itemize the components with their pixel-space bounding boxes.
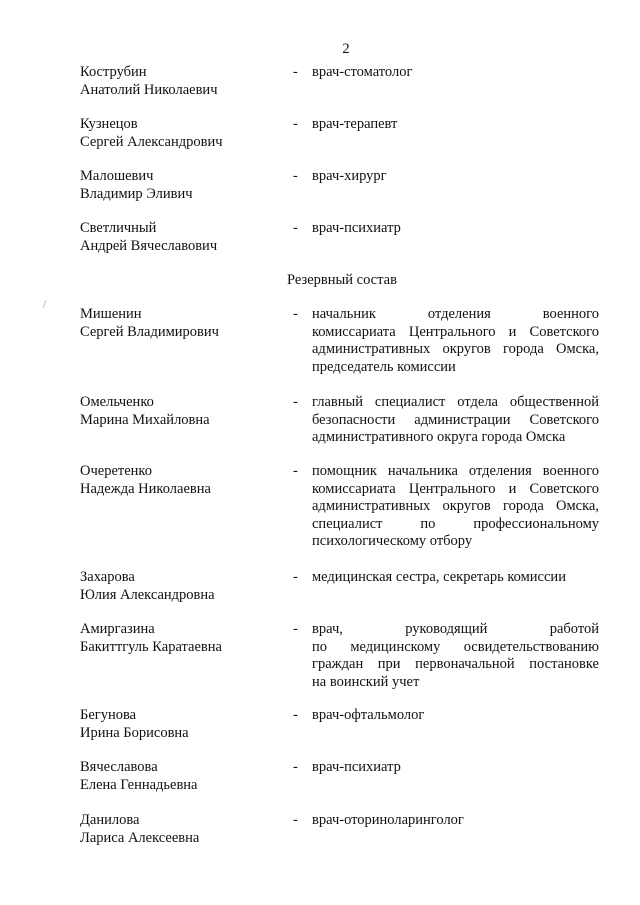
member-surname: Захарова [80,569,135,585]
member-given-name: Ирина Борисовна [80,724,189,741]
role-line: врач-офтальмолог [312,707,425,723]
member-role [312,306,599,376]
member-surname: Мишенин [80,306,142,322]
member-name [80,812,280,847]
member-role [312,168,599,186]
member-role [312,64,599,82]
member-given-name: Владимир Эливич [80,185,193,202]
role-line: специалист по профессиональному [312,515,599,532]
dash-separator: - [293,116,298,132]
member-given-name: Лариса Алексеевна [80,829,200,846]
scan-mark [43,300,47,308]
role-line: на воинский учет [312,673,420,690]
member-surname: Омельченко [80,394,154,410]
member-given-name: Бакиттгуль Каратаевна [80,638,222,655]
dash-separator: - [293,64,298,80]
member-name [80,569,280,604]
member-given-name: Надежда Николаевна [80,480,211,497]
dash-separator: - [293,759,298,775]
member-given-name: Марина Михайловна [80,411,210,428]
page-number: 2 [342,41,350,57]
member-name [80,306,280,341]
member-role [312,220,599,238]
role-line: помощник начальника отделения военного [312,463,599,479]
role-line: начальник отделения военного [312,306,599,322]
dash-separator: - [293,168,298,184]
role-line: врач-хирург [312,168,387,184]
dash-separator: - [293,394,298,410]
member-role [312,569,599,587]
role-line: административного округа города Омска [312,429,566,445]
member-surname: Данилова [80,812,140,828]
role-line: комиссариата Центрального и Советского [312,323,599,340]
dash-separator: - [293,569,298,585]
role-line: комиссариата Центрального и Советского [312,480,599,497]
role-line: безопасности администрации Советского [312,411,599,428]
member-given-name: Сергей Владимирович [80,323,219,340]
member-surname: Очеретенко [80,463,152,479]
dash-separator: - [293,707,298,723]
role-line: врач-терапевт [312,116,398,132]
member-surname: Вячеславова [80,759,158,775]
member-name [80,621,280,656]
member-given-name: Анатолий Николаевич [80,81,218,98]
member-surname: Кузнецов [80,116,138,132]
member-surname: Светличный [80,220,157,236]
member-role [312,621,599,691]
role-line: врач, руководящий работой [312,621,599,637]
role-line: по медицинскому освидетельствованию [312,638,599,655]
member-surname: Амиргазина [80,621,155,637]
role-line: медицинская сестра, секретарь комиссии [312,569,566,585]
member-given-name: Юлия Александровна [80,586,215,603]
member-name [80,116,280,151]
member-role [312,759,599,777]
member-role [312,463,599,551]
role-line: врач-психиатр [312,759,401,775]
member-surname: Кострубин [80,64,147,80]
role-line: врач-оториноларинголог [312,812,464,828]
dash-separator: - [293,306,298,322]
role-line: врач-стоматолог [312,64,413,80]
member-given-name: Елена Геннадьевна [80,776,198,793]
dash-separator: - [293,621,298,637]
member-name [80,64,280,99]
member-name [80,759,280,794]
role-line: административных округов города Омска, [312,341,599,357]
role-line: граждан при первоначальной постановке [312,656,599,672]
member-name [80,168,280,203]
member-surname: Бегунова [80,707,137,723]
member-role [312,116,599,134]
member-name [80,707,280,742]
member-given-name: Сергей Александрович [80,133,223,150]
member-surname: Малошевич [80,168,154,184]
member-given-name: Андрей Вячеславович [80,237,218,254]
member-name [80,394,280,429]
dash-separator: - [293,812,298,828]
member-role [312,394,599,447]
role-line: врач-психиатр [312,220,401,236]
dash-separator: - [293,463,298,479]
reserve-heading: Резервный состав [287,272,397,288]
member-name [80,463,280,498]
role-line: главный специалист отдела общественной [312,394,599,410]
role-line: административных округов города Омска, [312,498,599,514]
member-role [312,812,599,830]
member-role [312,707,599,725]
role-line: председатель комиссии [312,358,456,375]
dash-separator: - [293,220,298,236]
member-name [80,220,280,255]
role-line: психологическому отбору [312,533,473,549]
